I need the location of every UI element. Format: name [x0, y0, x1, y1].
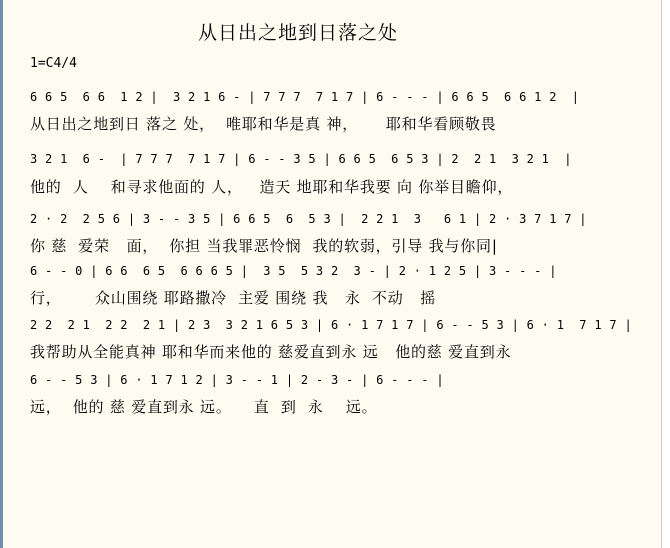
lyrics-line-3: 你 慈 爱荣 面， 你担 当我罪恶怜悯 我的软弱，引导 我与你同| [30, 237, 498, 255]
window-edge [661, 0, 670, 548]
notation-line-3: 2 · 2 2 5 6 | 3 - - 3 5 | 6 6 5 6 5 3 | 2 2 1 3 6 1 | 2 · 3 7 1 7 | [30, 212, 587, 226]
lyrics-line-1: 从日出之地到日 落之 处， 唯耶和华是真 神， 耶和华看顾敬畏 [30, 115, 497, 133]
notation-line-5: 2 2 2 1 2 2 2 1 | 2 3 3 2 1 6 5 3 | 6 · 1 7 1 7 | 6 - - 5 3 | 6 · 1 7 1 7 | [30, 318, 632, 332]
lyrics-line-6: 远， 他的 慈 爱直到永 远。 直 到 永 远。 [30, 398, 378, 416]
lyrics-line-5: 我帮助从全能真神 耶和华而来他的 慈爱直到永 远 他的慈 爱直到永 [30, 343, 512, 361]
song-title: 从日出之地到日落之处 [198, 22, 399, 44]
lyrics-line-4: 行， 众山围绕 耶路撒冷 主爱 围绕 我 永 不动 摇 [30, 289, 436, 307]
lyrics-line-2: 他的 人 和寻求他面的 人， 造天 地耶和华我要 向 你举目瞻仰， [30, 178, 514, 196]
notation-line-4: 6 - - 0 | 6 6 6 5 6 6 6 5 | 3 5 5 3 2 3 - | 2 · 1 2 5 | 3 - - - | [30, 264, 557, 278]
notation-line-1: 6 6 5 6 6 1 2 | 3 2 1 6 - | 7 7 7 7 1 7 | 6 - - - | 6 6 5 6 6 1 2 | [30, 90, 580, 104]
notation-line-6: 6 - - 5 3 | 6 · 1 7 1 2 | 3 - - 1 | 2 - 3 - | 6 - - - | [30, 373, 444, 387]
notation-line-2: 3 2 1 6 - | 7 7 7 7 1 7 | 6 - - 3 5 | 6 6 5 6 5 3 | 2 2 1 3 2 1 | [30, 152, 572, 166]
key-signature: 1=C4/4 [30, 56, 77, 71]
